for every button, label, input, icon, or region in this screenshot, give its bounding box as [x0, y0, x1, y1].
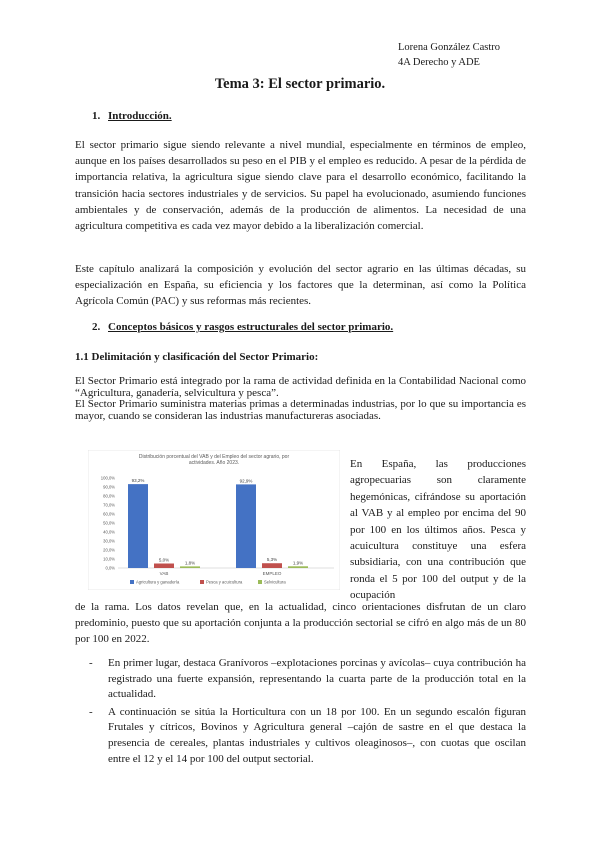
bar-data-label: 93,2% — [131, 478, 145, 484]
y-tick-label: 0,0% — [105, 565, 115, 571]
legend-swatch — [258, 580, 262, 584]
section-heading-conceptos — [92, 321, 393, 333]
y-tick-label: 80,0% — [103, 493, 115, 499]
bullet-dash: - — [89, 657, 93, 669]
bar-chart — [88, 450, 340, 590]
paragraph-continuacion: de la rama. Los datos revelan que, en la actualidad, cinco orientaciones disfrutan de un claro predominio, puesto que su aportación conjunta a la producción sectorial se cifró en algo más de un 80 por 100 en 2022. — [75, 601, 526, 646]
section-title: Introducción. — [108, 110, 172, 122]
bullet-text: A continuación se sitúa la Horticultura con un 18 por 100. En un segundo escalón figuran Frutales y cítricos, Bovinos y Agricultura general –cajón de sastre en el que destaca la presencia de cereales, plantas industriales y cultivos oleaginosos–, con cuotas que oscilan entre el 12 y el 14 por 100 del output sectorial. — [108, 705, 526, 765]
author-block — [398, 40, 500, 70]
y-tick-label: 90,0% — [103, 484, 115, 490]
legend-swatch — [200, 580, 204, 584]
y-tick-label: 50,0% — [103, 520, 115, 526]
bullet-text: En primer lugar, destaca Granívoros –explotaciones porcinas y avícolas– cuya contribución ha registrado una fuerte expansión, representando la cuarta parte de la producción total en la actualidad. — [108, 657, 526, 701]
y-tick-label: 30,0% — [103, 538, 115, 544]
list-item — [75, 656, 526, 703]
bar-data-label: 1,9% — [292, 560, 304, 566]
legend-swatch — [130, 580, 134, 584]
section-number: 2. — [92, 321, 101, 333]
subsection-heading: 1.1 Delimitación y clasificación del Sector Primario: — [75, 351, 319, 363]
bar — [288, 566, 308, 568]
chart-frame — [88, 450, 340, 590]
bar-data-label: 92,9% — [239, 478, 253, 484]
chart-title-line: actividades. Año 2023. — [188, 460, 240, 466]
x-tick-label: EMPLEO — [262, 571, 282, 576]
section-heading-introduccion — [92, 110, 172, 122]
bar — [262, 563, 282, 568]
y-tick-label: 60,0% — [103, 511, 115, 517]
page-title: Tema 3: El sector primario. — [214, 76, 386, 92]
y-tick-label: 100,0% — [100, 475, 115, 481]
paragraph-line-a: El Sector Primario está integrado por la rama de actividad definida en la Contabilidad Nacional como “Agricultura, ganadería, selvicultura y pesca”. — [75, 375, 526, 399]
bar-data-label: 5,0% — [158, 557, 170, 563]
bullet-list — [75, 656, 526, 769]
section-number: 1. — [92, 110, 101, 122]
bar-data-label: 5,3% — [266, 557, 278, 563]
bar — [236, 484, 256, 568]
y-tick-label: 20,0% — [103, 547, 115, 553]
legend-label: Pesca y acuicultura — [206, 579, 243, 585]
paragraph-intro-2: Este capítulo analizará la composición y evolución del sector agrario en las últimas décadas, su especialización en España, su eficiencia y los factores que la determinan, así como la Política Agrícola Común (PAC) y sus reformas más recientes. — [75, 263, 526, 308]
chart-title-line: Distribución porcentual del VAB y del Empleo del sector agrario, por — [138, 454, 290, 460]
bar-data-label: 1,8% — [184, 560, 196, 566]
bar — [128, 484, 148, 568]
bar — [180, 566, 200, 568]
section-title: Conceptos básicos y rasgos estructurales del sector primario. — [108, 321, 394, 333]
course-name: 4A Derecho y ADE — [398, 57, 480, 68]
bar — [154, 564, 174, 569]
paragraph-espana: En España, las producciones agropecuarias son claramente hegemónicas, cifrándose su aportación al VAB y al empleo por encima del 90 por 100 en los últimos años. Pesca y acuicultura constituye una esfera subsidiaria, con una contribución que ronda el 5 por 100 del output y de la ocupación — [350, 458, 526, 602]
x-tick-label: VAB — [159, 571, 169, 576]
legend-label: Agricultura y ganadería — [136, 579, 180, 585]
paragraph-intro-1: El sector primario sigue siendo relevante a nivel mundial, especialmente en términos de empleo, aunque en los países desarrollados su peso en el PIB y el empleo es reducido. A pesar de la pérdida de importancia relativa, la agricultura sigue siendo clave para el desarrollo económico, facilitando la transición hacia sectores industriales y de servicios. Su papel ha evolucionado, asumiendo funciones ambientales y de conservación, además de la producción de alimentos. La necesidad de una agricultura competitiva es cada vez mayor debido a la liberalización comercial. — [75, 139, 526, 233]
paragraph-line-b: El Sector Primario suministra materias primas a determinadas industrias, por lo que su importancia es mayor, cuando se consideran las industrias manufactureras asociadas. — [75, 398, 526, 422]
author-name: Lorena González Castro — [398, 42, 501, 53]
y-tick-label: 10,0% — [103, 556, 115, 562]
list-item — [75, 705, 526, 767]
bullet-dash: - — [89, 705, 93, 718]
y-tick-label: 40,0% — [103, 529, 115, 535]
legend-label: Selvicultura — [264, 579, 286, 585]
y-tick-label: 70,0% — [103, 502, 115, 508]
paragraph-delimitacion — [75, 376, 526, 422]
